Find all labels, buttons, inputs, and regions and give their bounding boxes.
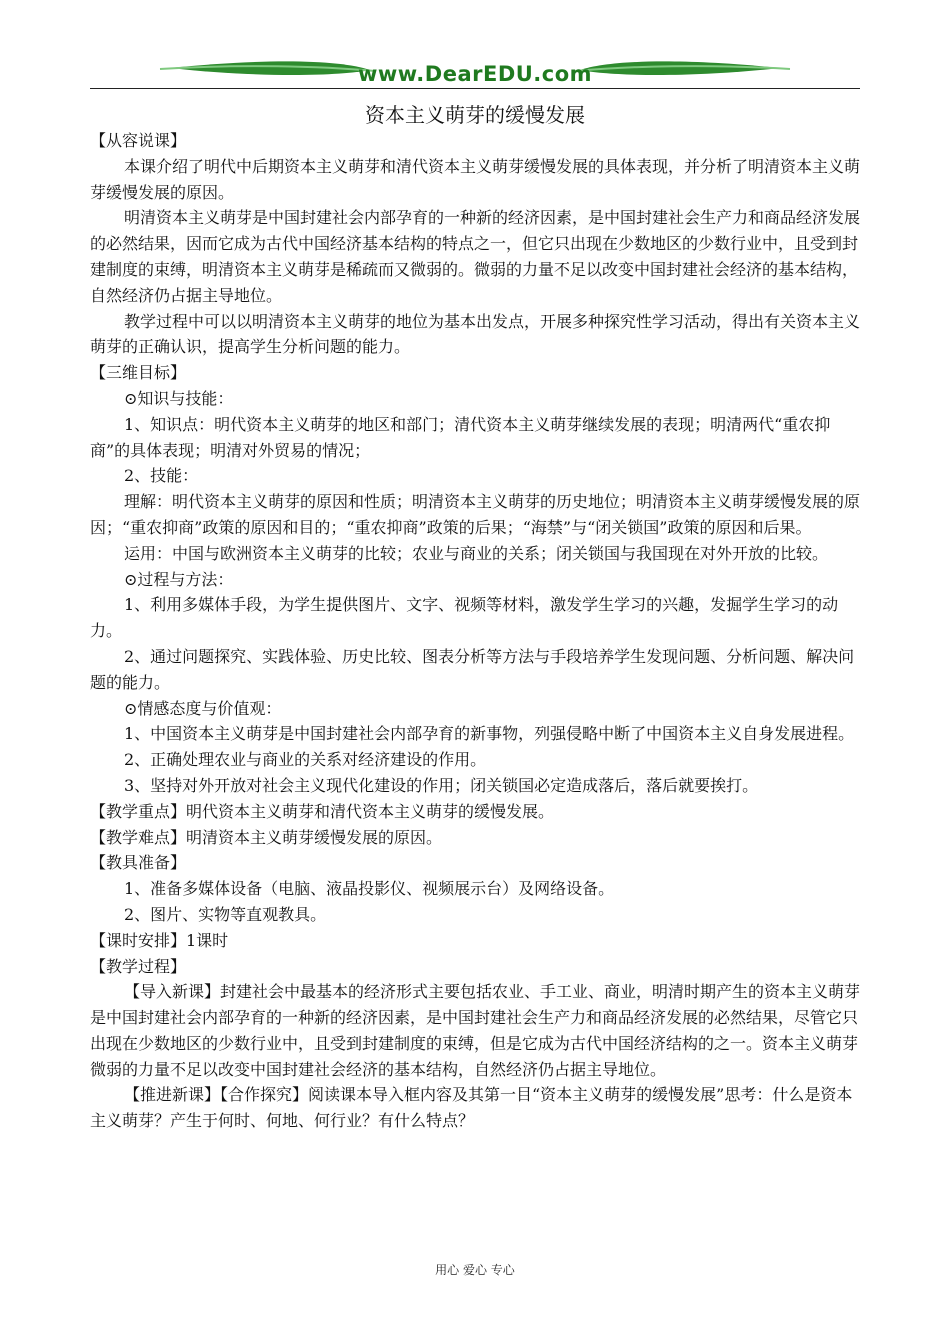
page-footer: 用心 爱心 专心	[435, 1263, 515, 1277]
paragraph: 3、坚持对外开放对社会主义现代化建设的作用；闭关锁国必定造成落后，落后就要挨打。	[124, 775, 759, 795]
document-body	[90, 128, 860, 1134]
section-heading: 【教学过程】	[90, 956, 187, 976]
paragraph: 2、技能：	[124, 466, 199, 486]
paragraph: 1、中国资本主义萌芽是中国封建社会内部孕育的新事物，列强侵略中断了中国资本主义自身发展进程。	[124, 724, 855, 744]
section-heading: 【三维目标】	[90, 363, 187, 383]
paragraph: 2、通过问题探究、实践体验、历史比较、图表分析等方法与手段培养学生发现问题、分析问题、解决问题的能力。	[90, 646, 855, 692]
section-heading: 【从容说课】	[90, 131, 187, 150]
subsection-heading: ⊙情感态度与价值观：	[124, 698, 282, 718]
paragraph: 1、利用多媒体手段，为学生提供图片、文字、视频等材料，激发学生学习的兴趣，发掘学生学习的动力。	[90, 595, 839, 641]
paragraph: 理解：明代资本主义萌芽的原因和性质；明清资本主义萌芽的历史地位；明清资本主义萌芽缓慢发展的原因；“重农抑商”政策的原因和目的；“重农抑商”政策的后果；“海禁”与“闭关锁国”政策的原因和后果。	[90, 492, 861, 537]
paragraph: 1、知识点：明代资本主义萌芽的地区和部门；清代资本主义萌芽继续发展的表现；明清两代“重农抑商”的具体表现；明清对外贸易的情况；	[90, 414, 831, 460]
site-logo-banner	[90, 56, 860, 96]
section-heading: 【教具准备】	[90, 853, 187, 873]
paragraph: 明清资本主义萌芽是中国封建社会内部孕育的一种新的经济因素，是中国封建社会生产力和商品经济发展的必然结果，因而它成为古代中国经济基本结构的特点之一，但它只出现在少数地区的少数行业中，且受到封建制度的束缚，明清资本主义萌芽是稀疏而又微弱的。微弱的力量不足以改变中国封建社会经济的基本结构，自然经济仍占据主导地位。	[90, 208, 861, 305]
paragraph: 【导入新课】封建社会中最基本的经济形式主要包括农业、手工业、商业，明清时期产生的资本主义萌芽是中国封建社会内部孕育的一种新的经济因素，是中国封建社会生产力和商品经济发展的必然结果，尽管它只出现在少数地区的少数行业中，且受到封建制度的束缚，但是它成为古代中国经济结构的之一。资本主义萌芽微弱的力量不足以改变中国封建社会经济的基本结构，自然经济仍占据主导地位。	[90, 982, 861, 1079]
paragraph: 【推进新课】【合作探究】阅读课本导入框内容及其第一目“资本主义萌芽的缓慢发展”思考：什么是资本主义萌芽？产生于何时、何地、何行业？有什么特点？	[90, 1085, 853, 1131]
key-point-line: 【教学重点】明代资本主义萌芽和清代资本主义萌芽的缓慢发展。	[90, 801, 555, 821]
subsection-heading: ⊙过程与方法：	[124, 569, 234, 589]
header-rule	[90, 88, 860, 89]
difficulty-line: 【教学难点】明清资本主义萌芽缓慢发展的原因。	[90, 827, 443, 847]
schedule-line: 【课时安排】1课时	[90, 930, 229, 950]
paragraph: 运用：中国与欧洲资本主义萌芽的比较；农业与商业的关系；闭关锁国与我国现在对外开放的比较。	[124, 543, 829, 563]
page-title: 资本主义萌芽的缓慢发展	[365, 103, 585, 127]
subsection-heading: ⊙知识与技能：	[124, 388, 234, 408]
paragraph: 本课介绍了明代中后期资本主义萌芽和清代资本主义萌芽缓慢发展的具体表现，并分析了明清资本主义萌芽缓慢发展的原因。	[90, 156, 861, 202]
paragraph: 2、图片、实物等直观教具。	[124, 904, 327, 924]
site-logo-text: www.DearEDU.com	[357, 62, 593, 86]
paragraph: 教学过程中可以以明清资本主义萌芽的地位为基本出发点，开展多种探究性学习活动，得出有关资本主义萌芽的正确认识，提高学生分析问题的能力。	[90, 311, 861, 357]
paragraph: 2、正确处理农业与商业的关系对经济建设的作用。	[124, 750, 487, 770]
paragraph: 1、准备多媒体设备（电脑、液晶投影仪、视频展示台）及网络设备。	[124, 879, 615, 899]
